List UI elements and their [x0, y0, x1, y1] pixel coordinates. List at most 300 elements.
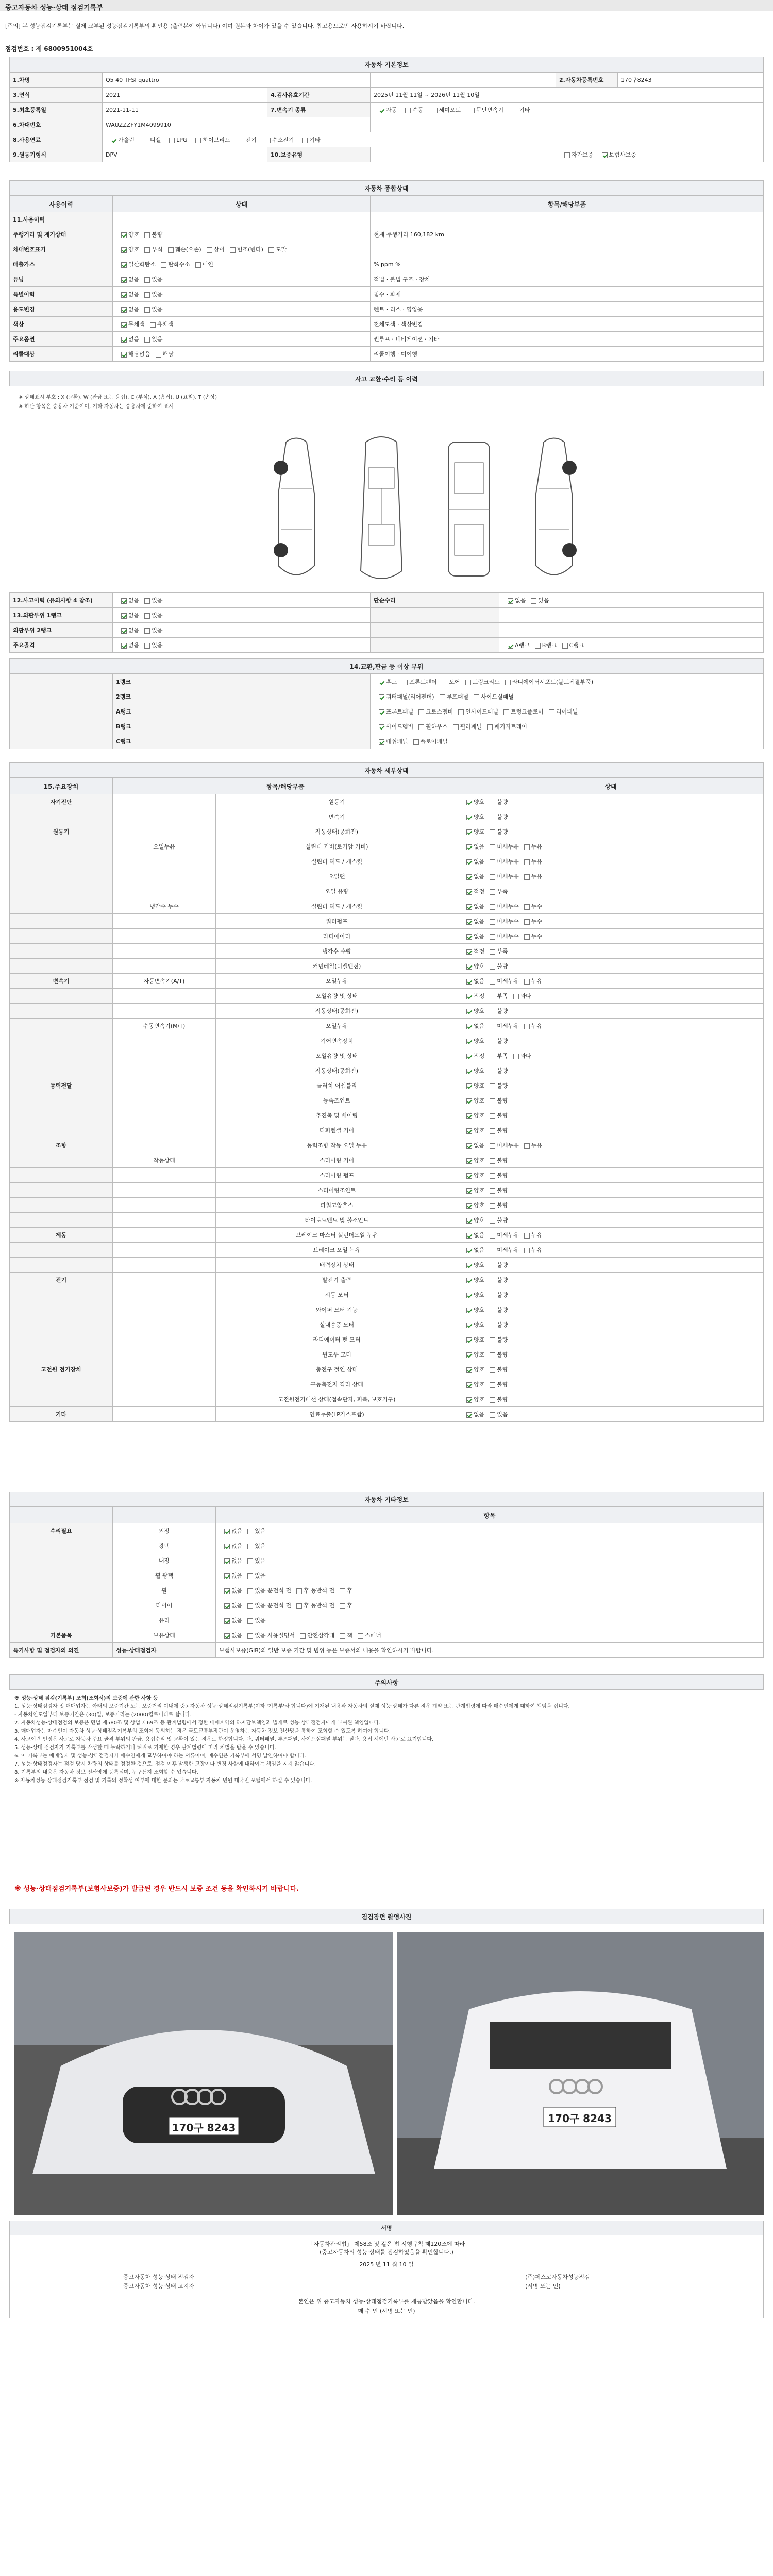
option-label: 없음 [474, 1232, 485, 1239]
checkbox[interactable] [490, 979, 495, 985]
checkbox[interactable] [379, 680, 384, 685]
option-label: 불량 [152, 231, 163, 238]
row-item: 와이퍼 모터 기능 [216, 1302, 458, 1317]
checkbox[interactable] [302, 138, 308, 143]
checkbox[interactable] [490, 1069, 495, 1074]
checkbox[interactable] [466, 1218, 472, 1224]
label: 8.사용연료 [10, 132, 103, 147]
checkbox[interactable] [168, 247, 174, 253]
checkbox[interactable] [442, 680, 447, 685]
option-label: 과다 [520, 993, 531, 999]
checkbox[interactable] [490, 1278, 495, 1283]
checkbox[interactable] [490, 1352, 495, 1358]
checkbox[interactable] [562, 643, 568, 649]
checkbox[interactable] [121, 352, 127, 358]
table-row [10, 1093, 764, 1108]
table-row [10, 242, 764, 257]
checkbox[interactable] [161, 262, 166, 268]
row-group [10, 1093, 113, 1108]
option-label: 불량 [497, 1112, 508, 1119]
row-sub [113, 794, 216, 809]
checkbox[interactable] [466, 1158, 472, 1164]
row-item: 워터펌프 [216, 914, 458, 929]
checkbox[interactable] [224, 1603, 230, 1609]
option-label: 불량 [497, 1307, 508, 1313]
row-item: 클러치 어셈블리 [216, 1078, 458, 1093]
option-label: 필러패널 [460, 723, 482, 730]
option-label: 일산화탄소 [128, 261, 156, 268]
checkbox[interactable] [490, 1098, 495, 1104]
checkbox[interactable] [413, 739, 419, 745]
checkbox[interactable] [524, 1143, 530, 1149]
option-label: 가솔린 [118, 137, 135, 143]
table-row [10, 809, 764, 824]
checkbox[interactable] [549, 709, 554, 715]
checkbox[interactable] [490, 1248, 495, 1253]
checkbox[interactable] [239, 138, 244, 143]
checkbox[interactable] [466, 829, 472, 835]
checkbox[interactable] [490, 934, 495, 940]
option-label: 후 동반석 전 [304, 1587, 335, 1594]
option-1 [138, 135, 161, 144]
option-label: 불량 [497, 1217, 508, 1224]
checkbox[interactable] [230, 247, 236, 253]
checkbox[interactable] [505, 680, 511, 685]
row-group [10, 1332, 113, 1347]
checkbox[interactable] [195, 138, 201, 143]
row-state [458, 959, 764, 974]
checkbox[interactable] [466, 874, 472, 880]
row-group [10, 1183, 113, 1198]
checkbox[interactable] [121, 337, 127, 343]
checkbox[interactable] [379, 709, 384, 715]
checkbox[interactable] [524, 904, 530, 910]
checkbox[interactable] [195, 262, 201, 268]
checkbox[interactable] [524, 919, 530, 925]
checkbox[interactable] [490, 844, 495, 850]
row-item: 브레이크 마스터 실린더오일 누유 [216, 1228, 458, 1243]
checkbox[interactable] [466, 1098, 472, 1104]
option-label: 미세누유 [497, 1232, 519, 1239]
checkbox[interactable] [144, 643, 150, 649]
checkbox[interactable] [144, 598, 150, 604]
option-label: 누수 [531, 903, 543, 910]
checkbox[interactable] [224, 1558, 230, 1564]
sign-company: (주)페스코자동차성능점검 [525, 2274, 590, 2280]
checkbox[interactable] [466, 1113, 472, 1119]
checkbox[interactable] [524, 1024, 530, 1029]
row-sub [113, 1168, 216, 1183]
checkbox[interactable] [490, 949, 495, 955]
checkbox[interactable] [121, 262, 127, 268]
option-label: 후 [347, 1587, 352, 1594]
row-sub [113, 1183, 216, 1198]
checkbox[interactable] [490, 1113, 495, 1119]
checkbox[interactable] [602, 152, 608, 158]
checkbox[interactable] [144, 628, 150, 634]
checkbox[interactable] [418, 709, 424, 715]
accident-table [9, 592, 764, 653]
checkbox[interactable] [490, 1367, 495, 1373]
checkbox[interactable] [300, 1633, 306, 1639]
checkbox[interactable] [490, 1158, 495, 1164]
checkbox[interactable] [524, 1233, 530, 1239]
row-group [10, 929, 113, 944]
checkbox[interactable] [466, 1337, 472, 1343]
checkbox[interactable] [379, 724, 384, 730]
checkbox[interactable] [405, 108, 411, 113]
inspection-period: 2025년 11월 11일 ~ 2026년 11월 10일 [371, 88, 764, 103]
checkbox[interactable] [466, 1397, 472, 1403]
checkbox[interactable] [490, 1009, 495, 1014]
row-label [371, 623, 499, 638]
row-group [10, 1048, 113, 1063]
row-group [10, 869, 113, 884]
row-sub [113, 1093, 216, 1108]
checkbox[interactable] [490, 1203, 495, 1209]
checkbox[interactable] [490, 964, 495, 970]
checkbox[interactable] [466, 1173, 472, 1179]
checkbox[interactable] [513, 1054, 519, 1059]
checkbox[interactable] [379, 739, 384, 745]
row-sub [113, 1078, 216, 1093]
checkbox[interactable] [466, 1009, 472, 1014]
checkbox[interactable] [224, 1544, 230, 1549]
option-label: 양호 [128, 231, 140, 238]
option-label: 후드 [386, 679, 397, 685]
checkbox[interactable] [458, 709, 464, 715]
checkbox[interactable] [432, 108, 438, 113]
checkbox[interactable] [466, 934, 472, 940]
row-parts [371, 719, 764, 734]
checkbox[interactable] [121, 613, 127, 619]
motor-type: DPV [103, 147, 267, 162]
checkbox[interactable] [402, 680, 408, 685]
checkbox[interactable] [121, 232, 127, 238]
checkbox[interactable] [490, 800, 495, 805]
table-row [10, 1258, 764, 1273]
checkbox[interactable] [466, 919, 472, 925]
row-state [458, 794, 764, 809]
row-rank: 2랭크 [113, 689, 371, 704]
checkbox[interactable] [490, 1308, 495, 1313]
table-row [10, 1123, 764, 1138]
checkbox[interactable] [524, 934, 530, 940]
option-label: 불량 [497, 1396, 508, 1403]
row-item: 광택 [113, 1538, 216, 1553]
row-group [10, 884, 113, 899]
checkbox[interactable] [466, 1039, 472, 1044]
checkbox[interactable] [358, 1633, 363, 1639]
option-0 [106, 135, 135, 144]
option-label: 대쉬패널 [386, 738, 408, 745]
checkbox[interactable] [121, 628, 127, 634]
rear-photo [397, 1932, 764, 2215]
checkbox[interactable] [466, 904, 472, 910]
row-state [113, 257, 371, 272]
checkbox[interactable] [503, 709, 509, 715]
option-label: 없음 [231, 1528, 243, 1534]
checkbox[interactable] [247, 1603, 253, 1609]
checkbox[interactable] [144, 232, 150, 238]
checkbox[interactable] [143, 138, 148, 143]
option-label: 불량 [497, 799, 508, 805]
checkbox[interactable] [418, 724, 424, 730]
checkbox[interactable] [466, 800, 472, 805]
checkbox[interactable] [121, 277, 127, 283]
checkbox[interactable] [379, 694, 384, 700]
checkbox[interactable] [490, 829, 495, 835]
row-state [458, 1243, 764, 1258]
option-label: 없음 [474, 918, 485, 925]
note-line: 5. 성능·상태 점검자가 기록부를 작성할 때 누락하거나 허위로 기재한 경우 관계법령에 따라 처벌을 받을 수 있습니다. [14, 1745, 276, 1751]
checkbox[interactable] [531, 598, 536, 604]
row-group: 전기 [10, 1273, 113, 1287]
table-row [10, 332, 764, 347]
checkbox[interactable] [247, 1588, 253, 1594]
option-label: 없음 [128, 612, 140, 619]
row-group [10, 914, 113, 929]
checkbox[interactable] [466, 1323, 472, 1328]
row-state [458, 1273, 764, 1287]
checkbox[interactable] [564, 152, 570, 158]
checkbox[interactable] [490, 1382, 495, 1388]
checkbox[interactable] [440, 694, 445, 700]
section-photos: 점검장면 촬영사진 [9, 1909, 764, 1924]
checkbox[interactable] [268, 247, 274, 253]
checkbox[interactable] [490, 1233, 495, 1239]
option-label: 누유 [531, 1247, 543, 1253]
checkbox[interactable] [465, 680, 471, 685]
option-0 [559, 150, 594, 159]
checkbox[interactable] [490, 919, 495, 925]
checkbox[interactable] [490, 1024, 495, 1029]
row-sub [113, 869, 216, 884]
checkbox[interactable] [265, 138, 271, 143]
checkbox[interactable] [508, 643, 513, 649]
table-row [10, 1228, 764, 1243]
checkbox[interactable] [513, 994, 519, 999]
checkbox[interactable] [247, 1633, 253, 1639]
option-label: 불량 [497, 1157, 508, 1164]
checkbox[interactable] [512, 108, 517, 113]
option-label: 수소전기 [272, 137, 294, 143]
option-label: C랭크 [569, 642, 584, 649]
checkbox[interactable] [490, 1173, 495, 1179]
checkbox[interactable] [490, 889, 495, 895]
checkbox[interactable] [466, 1352, 472, 1358]
checkbox[interactable] [121, 247, 127, 253]
row-label: 리콜대상 [10, 347, 113, 362]
checkbox[interactable] [150, 322, 156, 328]
note-line: 3. 매매업자는 매수인이 자동차 성능·상태점검기록부의 조회에 동의하는 경우 국토교통부장관이 운영하는 자동차 정보 전산망을 통하여 조회할 수 있도록 하여야 합니다. [14, 1728, 391, 1734]
checkbox[interactable] [466, 1203, 472, 1209]
row-group: 고전원 전기장치 [10, 1362, 113, 1377]
row-state [216, 1583, 764, 1598]
checkbox[interactable] [490, 1143, 495, 1149]
checkbox[interactable] [508, 598, 513, 604]
checkbox[interactable] [490, 1083, 495, 1089]
row-state [113, 287, 371, 302]
checkbox[interactable] [144, 247, 150, 253]
row-group [10, 1258, 113, 1273]
checkbox[interactable] [466, 1024, 472, 1029]
checkbox[interactable] [466, 1412, 472, 1418]
checkbox[interactable] [490, 859, 495, 865]
checkbox[interactable] [340, 1633, 345, 1639]
checkbox[interactable] [466, 1248, 472, 1253]
row-label: 배출가스 [10, 257, 113, 272]
row-state [458, 1302, 764, 1317]
checkbox[interactable] [224, 1573, 230, 1579]
table-row [10, 959, 764, 974]
checkbox[interactable] [466, 994, 472, 999]
checkbox[interactable] [224, 1529, 230, 1534]
checkbox[interactable] [490, 904, 495, 910]
checkbox[interactable] [121, 643, 127, 649]
checkbox[interactable] [487, 724, 493, 730]
checkbox[interactable] [453, 724, 459, 730]
checkbox[interactable] [474, 694, 479, 700]
checkbox[interactable] [169, 138, 175, 143]
option-label: 양호 [474, 1202, 485, 1209]
checkbox[interactable] [111, 138, 116, 143]
checkbox[interactable] [121, 322, 127, 328]
checkbox[interactable] [296, 1588, 302, 1594]
checkbox[interactable] [466, 1367, 472, 1373]
option-label: 리어패널 [556, 708, 578, 715]
checkbox[interactable] [466, 1083, 472, 1089]
option-label: 훼손(오손) [175, 246, 201, 253]
checkbox[interactable] [144, 277, 150, 283]
checkbox[interactable] [490, 1054, 495, 1059]
option-label: 없음 [231, 1587, 243, 1594]
checkbox[interactable] [121, 307, 127, 313]
checkbox[interactable] [247, 1544, 253, 1549]
checkbox[interactable] [524, 1248, 530, 1253]
checkbox[interactable] [490, 1188, 495, 1194]
checkbox[interactable] [144, 307, 150, 313]
option-4 [233, 135, 257, 144]
row-group [10, 1123, 113, 1138]
option-label: 없음 [474, 1411, 485, 1418]
checkbox[interactable] [466, 1128, 472, 1134]
checkbox[interactable] [466, 889, 472, 895]
checkbox[interactable] [490, 1218, 495, 1224]
checkbox[interactable] [490, 1128, 495, 1134]
option-label: 안전삼각대 [307, 1632, 335, 1639]
checkbox[interactable] [490, 874, 495, 880]
row-item: 오일유량 및 상태 [216, 1048, 458, 1063]
checkbox[interactable] [466, 1188, 472, 1194]
checkbox[interactable] [466, 1382, 472, 1388]
checkbox[interactable] [247, 1618, 253, 1624]
row-item: 휠 [113, 1583, 216, 1598]
checkbox[interactable] [466, 1278, 472, 1283]
checkbox[interactable] [466, 964, 472, 970]
legend-text: ※ 상태표시 부호 : X (교환), W (판금 또는 용접), C (부식), A (흠집), U (요철), T (손상) [19, 395, 217, 400]
option-label: 하이브리드 [203, 137, 230, 143]
option-label: 있음 [255, 1572, 266, 1579]
checkbox[interactable] [524, 874, 530, 880]
opinion-text: 보험사보증(GIB)의 일반 보증 기간 및 범위 등은 보증서의 내용을 확인하시기 바랍니다. [216, 1643, 764, 1658]
row-item: 오일팬 [216, 869, 458, 884]
row-group [10, 1583, 113, 1598]
checkbox[interactable] [466, 1308, 472, 1313]
option-label: 미세누유 [497, 843, 519, 850]
option-label: 없음 [474, 978, 485, 985]
option-label: 불량 [497, 1351, 508, 1358]
checkbox[interactable] [247, 1558, 253, 1564]
option-label: 적정 [474, 993, 485, 999]
table-row [10, 1243, 764, 1258]
checkbox[interactable] [524, 859, 530, 865]
checkbox[interactable] [144, 292, 150, 298]
checkbox[interactable] [466, 1054, 472, 1059]
checkbox[interactable] [156, 352, 161, 358]
checkbox[interactable] [490, 1263, 495, 1268]
checkbox[interactable] [466, 1263, 472, 1268]
checkbox[interactable] [490, 815, 495, 820]
checkbox[interactable] [224, 1618, 230, 1624]
checkbox[interactable] [524, 844, 530, 850]
checkbox[interactable] [466, 1233, 472, 1239]
checkbox[interactable] [466, 979, 472, 985]
checkbox[interactable] [466, 1143, 472, 1149]
legend-text: ※ 하단 항목은 승용차 기준이며, 기타 자동차는 승용차에 준하여 표시 [19, 404, 174, 410]
sign-text: 「자동차관리법」 제58조 및 같은 법 시행규칙 제120조에 따라 [308, 2241, 465, 2247]
checkbox[interactable] [490, 1337, 495, 1343]
option-label: 없음 [128, 291, 140, 298]
checkbox[interactable] [466, 1069, 472, 1074]
checkbox[interactable] [224, 1633, 230, 1639]
checkbox[interactable] [144, 337, 150, 343]
option-label: 없음 [231, 1572, 243, 1579]
table-row [10, 1407, 764, 1422]
checkbox[interactable] [121, 598, 127, 604]
checkbox[interactable] [535, 643, 541, 649]
checkbox[interactable] [490, 1323, 495, 1328]
checkbox[interactable] [296, 1603, 302, 1609]
checkbox[interactable] [490, 994, 495, 999]
row-parts [371, 689, 764, 704]
checkbox[interactable] [490, 1412, 495, 1418]
checkbox[interactable] [207, 247, 212, 253]
option-label: 사이드멤버 [386, 723, 414, 730]
checkbox[interactable] [466, 844, 472, 850]
checkbox[interactable] [340, 1588, 345, 1594]
checkbox[interactable] [144, 613, 150, 619]
checkbox[interactable] [490, 1039, 495, 1044]
checkbox[interactable] [490, 1293, 495, 1298]
checkbox[interactable] [524, 979, 530, 985]
checkbox[interactable] [466, 815, 472, 820]
checkbox[interactable] [469, 108, 475, 113]
row-group [10, 959, 113, 974]
row-state [216, 1523, 764, 1538]
checkbox[interactable] [224, 1588, 230, 1594]
checkbox[interactable] [121, 292, 127, 298]
checkbox[interactable] [466, 1293, 472, 1298]
checkbox[interactable] [490, 1397, 495, 1403]
checkbox[interactable] [466, 859, 472, 865]
checkbox[interactable] [247, 1573, 253, 1579]
checkbox[interactable] [379, 108, 384, 113]
checkbox[interactable] [466, 949, 472, 955]
row-group [10, 989, 113, 1004]
checkbox[interactable] [340, 1603, 345, 1609]
checkbox[interactable] [247, 1529, 253, 1534]
